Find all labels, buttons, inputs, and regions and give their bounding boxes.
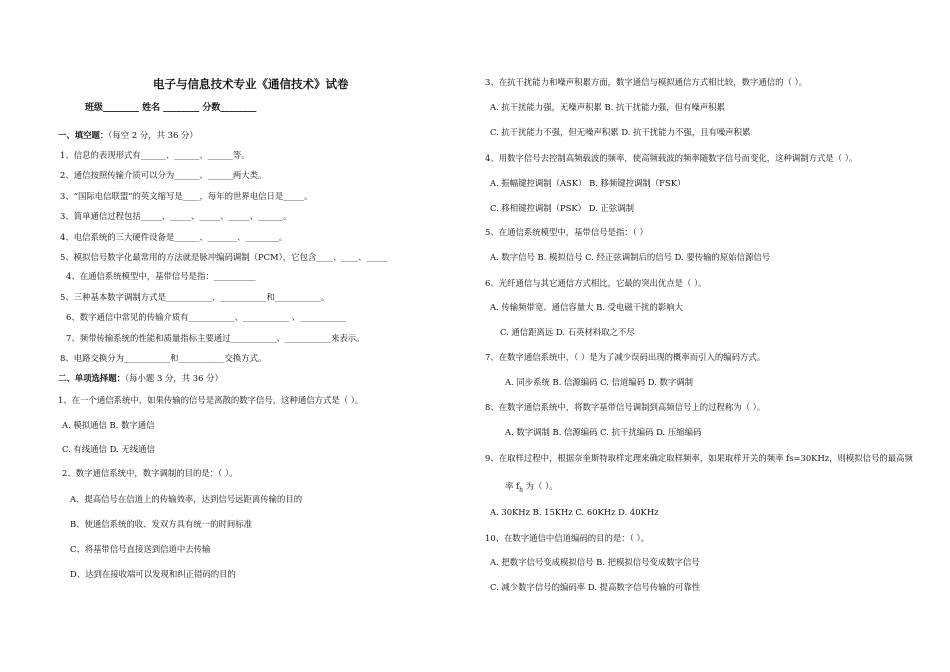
fill-item: 3、简单通信过程包括_____、_____、_____、_____、______。 <box>60 211 292 221</box>
freq-tail: 为（ ）。 <box>523 481 558 491</box>
question-9: 9、在取样过程中，根据奈奎斯特取样定理来确定取样频率，如果取样开关的频率 fs=30KHz，则模拟信号的最高频 <box>485 453 913 463</box>
fill-item: 5、三种基本数字调制方式是___________、___________和___________。 <box>60 292 330 302</box>
option-line: A. 数字信号 B. 模拟信号 C. 经正弦调制后的信号 D. 要传输的原始信源信号 <box>490 252 771 262</box>
question-6: 6、光纤通信与其它通信方式相比，它最的突出优点是（ ）。 <box>485 278 707 288</box>
option-line: A. 振幅键控调制（ASK） B. 移频键控调制（FSK） <box>490 178 686 188</box>
option-line: A. 模拟通信 B. 数字通信 <box>62 420 155 430</box>
option-line: B、使通信系统的收、发双方具有统一的时间标准 <box>70 519 253 529</box>
option-line: C. 通信距离远 D. 石英材料取之不尽 <box>500 327 635 337</box>
option-line: A. 数字调制 B. 信源编码 C. 抗干扰编码 D. 压缩编码 <box>505 427 702 437</box>
option-line: C. 移相键控调制（PSK） D. 正弦调制 <box>490 203 634 213</box>
section1-header: 一、填空题： <box>58 130 109 140</box>
option-line: A. 同步系统 B. 信源编码 C. 信道编码 D. 数字调制 <box>505 377 694 387</box>
section1-heading <box>58 130 198 141</box>
option-line: C. 有线通信 D. 无线通信 <box>62 444 155 454</box>
student-info: 班级________ 姓名 ________ 分数________ <box>85 103 257 113</box>
option-line: A. 抗干扰能力强，无噪声积累 B. 抗干扰能力强，但有噪声积累 <box>490 102 725 112</box>
question-4: 4、用数字信号去控制高频载波的频率，使高频载波的频率随数字信号而变化，这种调制方式是（ ）。 <box>485 153 858 163</box>
option-line: A、提高信号在信道上的传输效率，达到信号远距离传输的目的 <box>70 494 303 504</box>
section2-heading <box>58 373 223 384</box>
option-line: C、将基带信号直接送到信道中去传输 <box>70 544 211 554</box>
question-9-continued <box>505 481 558 496</box>
fill-item: 4、在通信系统模型中，基带信号是指：__________ <box>66 271 256 281</box>
question-8: 8、在数字通信系统中，将数字基带信号调制到高频信号上的过程称为（ ）。 <box>485 402 766 412</box>
option-line: A. 把数字信号变成模拟信号 B. 把模拟信号变成数字信号 <box>490 557 700 567</box>
option-line: C. 减少数字信号的编码率 D. 提高数字信号传输的可靠性 <box>490 582 701 592</box>
question-10: 10、在数字通信中信道编码的目的是：（ ）。 <box>485 533 650 543</box>
question-3: 3、在抗干扰能力和噪声积累方面，数字通信与模拟通信方式相比较，数字通信的（ ）。 <box>485 77 808 87</box>
option-line: A. 30KHz B. 15KHz C. 60KHz D. 40KHz <box>490 507 659 517</box>
section1-note: （每空 2 分，共 36 分） <box>108 130 198 140</box>
fill-item: 7、频带传输系统的性能和质量指标主要通过___________、___________来表示。 <box>66 333 365 343</box>
section2-header: 二、单项选择题： <box>58 373 125 383</box>
section2-note: （每小题 3 分，共 36 分） <box>125 373 223 383</box>
option-line: D、达到在接收端可以发现和纠正错码的目的 <box>70 569 236 579</box>
exam-title: 电子与信息技术专业《通信技术》试卷 <box>153 77 349 91</box>
question-5: 5、在通信系统模型中，基带信号是指：（ ） <box>485 227 648 237</box>
fill-item: 4、电信系统的三大硬件设备是______、_______、________。 <box>60 232 288 242</box>
fill-item: 8、电路交换分为___________和___________交换方式。 <box>60 353 267 363</box>
freq-subscript: h <box>519 486 524 494</box>
question-7: 7、在数字通信系统中，（ ）是为了减少误码出现的概率而引入的编码方式。 <box>485 352 766 362</box>
fill-item: 3、“国际电信联盟”的英文缩写是____，每年的世界电信日是_____。 <box>60 191 313 201</box>
fill-item: 5、模拟信号数字化最常用的方法就是脉冲编码调制（PCM），它包含____、____、_____ <box>60 252 388 262</box>
question-1: 1、在一个通信系统中，如果传输的信号是离散的数字信号，这种通信方式是（ ）。 <box>58 395 364 405</box>
fill-item: 2、通信按照传输介质可以分为______、______两大类。 <box>60 170 267 180</box>
fill-item: 1、信息的表现形式有______、______、______等。 <box>60 150 250 160</box>
option-line: C. 抗干扰能力不强，但无噪声积累 D. 抗干扰能力不强，且有噪声积累 <box>490 127 751 137</box>
option-line: A. 传输频带宽、通信容量大 B. 受电磁干扰的影响大 <box>490 302 684 312</box>
fill-item: 6、数字通信中常见的传输介质有___________、___________ 、___________ <box>66 312 347 322</box>
question-2: 2、数字通信系统中，数字调制的目的是：（ ）。 <box>62 468 238 478</box>
freq-prefix: 率 f <box>505 481 520 491</box>
